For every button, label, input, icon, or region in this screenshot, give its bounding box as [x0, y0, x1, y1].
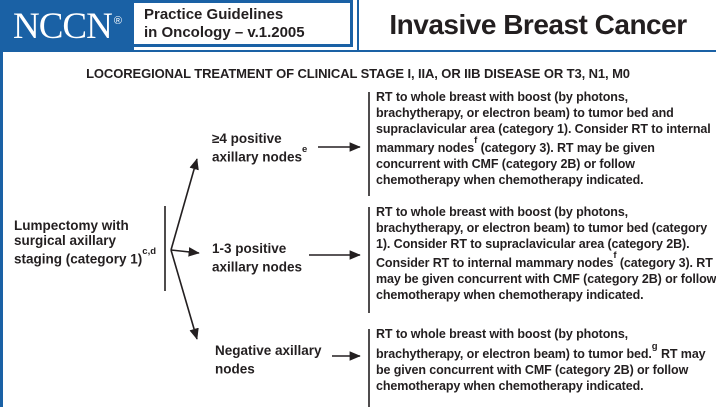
branch-node-1-3-positive	[212, 241, 302, 275]
branch-node-negative	[215, 343, 322, 377]
nccn-logo-text	[13, 5, 121, 47]
outcome2-text-after: (category 3). RT may be given concurrent with CMF (category 2B) or follow chemotherapy when chemotherapy indicated.	[376, 256, 716, 303]
program-title-box	[134, 0, 353, 47]
branch0-line2: axillary nodes	[212, 149, 303, 165]
outcome1-text-before: RT to whole breast with boost (by photons, brachytherapy, or electron beam) to tumor bed and supraclavicular area (category 1). Consider RT to internal mammary nodes	[376, 90, 711, 156]
page-subtitle: LOCOREGIONAL TREATMENT OF CLINICAL STAGE I, IIA, OR IIB DISEASE OR T3, N1, M0	[86, 66, 630, 81]
root-line2: surgical axillary	[14, 233, 117, 248]
branch1-line2: axillary nodes	[212, 259, 303, 275]
header-rule	[0, 50, 716, 52]
footnote-ref-g: g	[651, 340, 658, 352]
outcome2-text-before: RT to whole breast with boost (by photons, brachytherapy, or electron beam) to tumor bed (category 1). Consider RT to supraclavicular area (category 2B). Consider RT to internal mammary nodes	[376, 205, 708, 271]
root-line1: Lumpectomy with	[14, 218, 129, 233]
header-divider	[357, 0, 359, 52]
branch1-line1: 1-3 positive	[212, 241, 287, 256]
branch-arrow-down	[171, 250, 197, 339]
nccn-wordmark: NCCN	[13, 5, 112, 47]
branch-arrow-up	[171, 159, 197, 250]
registered-trademark-icon: ®	[113, 14, 121, 27]
branch-node-ge4-positive	[212, 131, 307, 165]
footnote-ref-cd: c,d	[142, 246, 157, 257]
outcome-text-1	[376, 90, 716, 189]
branch2-line1: Negative axillary	[215, 343, 322, 358]
root-line3: staging (category 1)	[14, 251, 143, 267]
left-edge-rule	[0, 52, 3, 407]
footnote-ref-e: e	[302, 144, 308, 155]
page-title: Invasive Breast Cancer	[389, 9, 687, 40]
outcome3-text-before: RT to whole breast with boost (by photons, brachytherapy, or electron beam) to tumor bed.	[376, 327, 652, 361]
outcome-text-3	[376, 327, 716, 394]
program-line1: Practice Guidelines	[144, 5, 284, 23]
footnote-ref-f2: f	[613, 250, 617, 262]
outcome1-text-after: (category 3). RT may be given concurrent with CMF (category 2B) or follow chemotherapy when chemotherapy indicated.	[376, 141, 655, 188]
footnote-ref-f: f	[474, 135, 478, 147]
nccn-logo	[0, 0, 134, 52]
outcome-text-2	[376, 205, 716, 304]
branch-arrow-middle	[171, 250, 199, 253]
program-line2: in Oncology – v.1.2005	[144, 23, 305, 41]
branch0-line1: ≥4 positive	[212, 131, 282, 146]
branch2-line2: nodes	[215, 361, 255, 377]
root-node-lumpectomy	[14, 218, 156, 267]
outcome3-text-after: RT may be given concurrent with CMF (category 2B) or follow chemotherapy when chemotherapy indicated.	[376, 346, 706, 393]
